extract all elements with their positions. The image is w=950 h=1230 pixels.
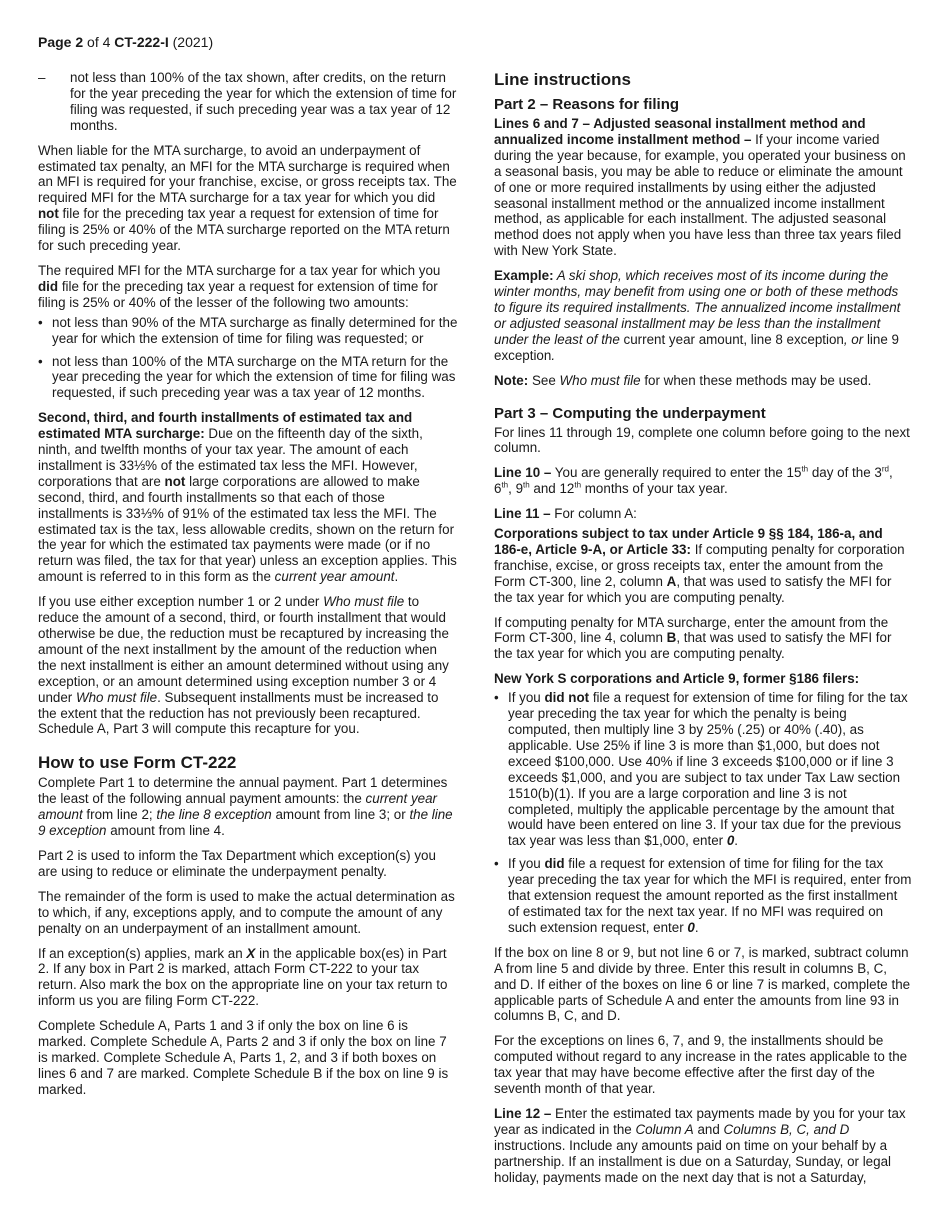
section-heading-how-to-use: How to use Form CT-222 bbox=[38, 753, 237, 773]
paragraph-schedules: Complete Schedule A, Parts 1 and 3 if only the box on line 6 is marked. Complete Schedule A, Parts 2 and 3 if only the box on line 7 is marked. Complete Schedule A, Parts 1, 2, and 3 if both boxes on lines 6 and 7 are marked. Complete Schedule B if the box on line 9 is marked. bbox=[38, 1018, 449, 1097]
bullet-item: • If you did file a request for extension of time for filing for the tax year preceding the tax year for which the MFI is required, enter from that extension request the amount reported as the first installment of estimated tax for the next tax year. If no MFI was required on such extension request, enter 0. bbox=[494, 856, 912, 936]
paragraph-mta-mfi: When liable for the MTA surcharge, to avoid an underpayment of estimated tax penalty, an MFI for the MTA surcharge is required when an MFI is required for your franchise, excise, or gross receipts tax. The required MFI for the MTA surcharge for a tax year for which you did not file for the preceding tax year a request for extension of time for filing is 25% or 40% of the MTA surcharge reported on the MTA return for such preceding year. bbox=[38, 142, 457, 254]
left-column bbox=[38, 70, 458, 1107]
section-heading-line-instructions: Line instructions bbox=[494, 70, 631, 89]
bullet-item: • If you did not file a request for extension of time for filing for the tax year preceding the tax year for which the penalty is being computed, then multiply line 3 by 25% (.25) or 40% (.40), as applicable. Use 25% if line 3 is more than $1,000, but does not exceed $100,000. Use 40% if line 3 exceeds $100,000 or if line 3 exceeds $1,000, and you are subject to tax under Tax Law section 1510(b)(1). If you are a large corporation and line 3 is not completed, multiply the applicable percentage by the amount that would have been entered on line 3. If your tax due for the previous tax year was less than $1,000, enter 0. bbox=[494, 690, 912, 849]
paragraph-line-8-9: If the box on line 8 or 9, but not line 6 or 7, is marked, subtract column A from line 5 and divide by three. Enter this result in columns B, C, and D. If either of the boxes on line 6 or line 7 is marked, complete the applicable parts of Schedule A and enter the amounts from line 93 in columns B, C, and D. bbox=[494, 944, 911, 1024]
page-number: Page 2 bbox=[38, 34, 84, 50]
section-heading-part2: Part 2 – Reasons for filing bbox=[494, 96, 680, 113]
paragraph-recapture: If you use either exception number 1 or 2 under Who must file to reduce the amount of a second, third, or fourth installment that would otherwise be due, the reduction must be recaptured by increasing the amount of the next installment by the amount of the reduction when the next installment is either an amount determined without using any exception, or an amount determined using exception number 3 or 4 under Who must file. Subsequent installments must be increased to the extent that the reduction has not previously been recaptured. Schedule A, Part 3 will compute this recapture for you. bbox=[38, 594, 449, 737]
paragraph-installments: Second, third, and fourth installments of estimated tax and estimated MTA surcharge: Due on the fifteenth day of the sixth, ninth, and twelfth months of your tax year. The amount of each installment is 33⅓% of the estimated tax less the MFI. However, corporations that are not large corporations are allowed to make second, third, and fourth installments so that each of those installments is 33⅓% of 91% of the estimated tax less the MFI. The estimated tax is the tax, less allowable credits, shown on the return for the year for which the estimated tax payments were made (or if no return was filed, the tax for that year) unless an exception applies. This amount is referred to in this form as the current year amount. bbox=[38, 410, 457, 585]
paragraph-example: Example: A ski shop, which receives most of its income during the winter months, may benefit from using one or both of these methods to figure its required installments. The annualized income installment or adjusted seasonal installment may be less than the installment under the least of the current year amount, line 8 exception, or line 9 exception. bbox=[494, 268, 901, 363]
paragraph-exceptions: For the exceptions on lines 6, 7, and 9, the installments should be computed without regard to any increase in the rates applicable to the tax year that may have become effective after the first day of the seventh month of that year. bbox=[494, 1033, 908, 1097]
right-column bbox=[494, 70, 912, 1194]
form-year: (2021) bbox=[168, 34, 214, 50]
bullet-item: • not less than 100% of the MTA surcharge on the MTA return for the year preceding the year for which the extension of time for filing was requested, if such preceding year was a tax year of 12 months. bbox=[38, 354, 458, 402]
paragraph-mta-surcharge: If computing penalty for MTA surcharge, enter the amount from the Form CT-300, line 4, column B, that was used to satisfy the MFI for the tax year for which you are computing penalty. bbox=[494, 614, 892, 662]
paragraph-lines-6-7: Lines 6 and 7 – Adjusted seasonal installment method and annualized income installment method – If your income varied during the year because, for example, you operated your business on a seasonal basis, you may be able to reduce or eliminate the amount of one or more required installments by using either the adjusted seasonal installment method or the annualized income installment method, as applicable for each installment. The adjusted seasonal method does not apply when you have less than three tax years filed with New York State. bbox=[494, 116, 906, 259]
paragraph-part1: Complete Part 1 to determine the annual payment. Part 1 determines the least of the following annual payment amounts: the current year amount from line 2; the line 8 exception amount from line 3; or the line 9 exception amount from line 4. bbox=[38, 775, 453, 839]
paragraph-mta-extension: The required MFI for the MTA surcharge for a tax year for which you did file for the preceding tax year a request for extension of time for filing is 25% or 40% of the lesser of the following two amounts: bbox=[38, 262, 441, 310]
paragraph-note: Note: See Who must file for when these methods may be used. bbox=[494, 372, 872, 388]
page-header bbox=[38, 34, 213, 50]
dash-list-item: – not less than 100% of the tax shown, after credits, on the return for the year preceding the year for which the extension of time for filing was requested, if such preceding year was a tax year of 12 months. bbox=[38, 70, 458, 134]
paragraph-remainder: The remainder of the form is used to make the actual determination as to which, if any, exceptions apply, and to compute the amount of any penalty on an underpayment of an installment amount. bbox=[38, 888, 455, 936]
subheading-s-corporations: New York S corporations and Article 9, former §186 filers: bbox=[494, 671, 860, 687]
section-heading-part3: Part 3 – Computing the underpayment bbox=[494, 404, 766, 422]
bullet-item: • not less than 90% of the MTA surcharge as finally determined for the year for which the extension of time for filing was requested; or bbox=[38, 315, 458, 347]
paragraph-lines-11-19: For lines 11 through 19, complete one column before going to the next column. bbox=[494, 424, 910, 456]
paragraph-mark-x: If an exception(s) applies, mark an X in the applicable box(es) in Part 2. If any box in Part 2 is marked, attach Form CT-222 to your tax return. Also mark the box on the appropriate line on your tax return to inform us you are filing Form CT-222. bbox=[38, 945, 448, 1009]
paragraph-article-9: Corporations subject to tax under Article 9 §§ 184, 186-a, and 186-e, Article 9-A, or Article 33: If computing penalty for corporation franchise, excise, or gross receipts tax, enter the amount from the Form CT-300, line 2, column A, that was used to satisfy the MFI for the tax year for which you are computing penalty. bbox=[494, 526, 905, 605]
paragraph-line-11: Line 11 – For column A: bbox=[494, 506, 637, 522]
page-of: of 4 bbox=[83, 34, 115, 50]
paragraph-part2: Part 2 is used to inform the Tax Department which exception(s) you are using to reduce or eliminate the underpayment penalty. bbox=[38, 847, 436, 879]
form-id: CT-222-I bbox=[114, 34, 169, 50]
paragraph-line-10: Line 10 – You are generally required to enter the 15th day of the 3rd, 6th, 9th and 12th months of your tax year. bbox=[494, 464, 893, 497]
paragraph-line-12: Line 12 – Enter the estimated tax payments made by you for your tax year as indicated in the Column A and Columns B, C, and D instructions. Include any amounts paid on time on your behalf by a partnership. If an installment is due on a Saturday, Sunday, or legal holiday, payments made on the next day that is not a Saturday, bbox=[494, 1105, 906, 1185]
